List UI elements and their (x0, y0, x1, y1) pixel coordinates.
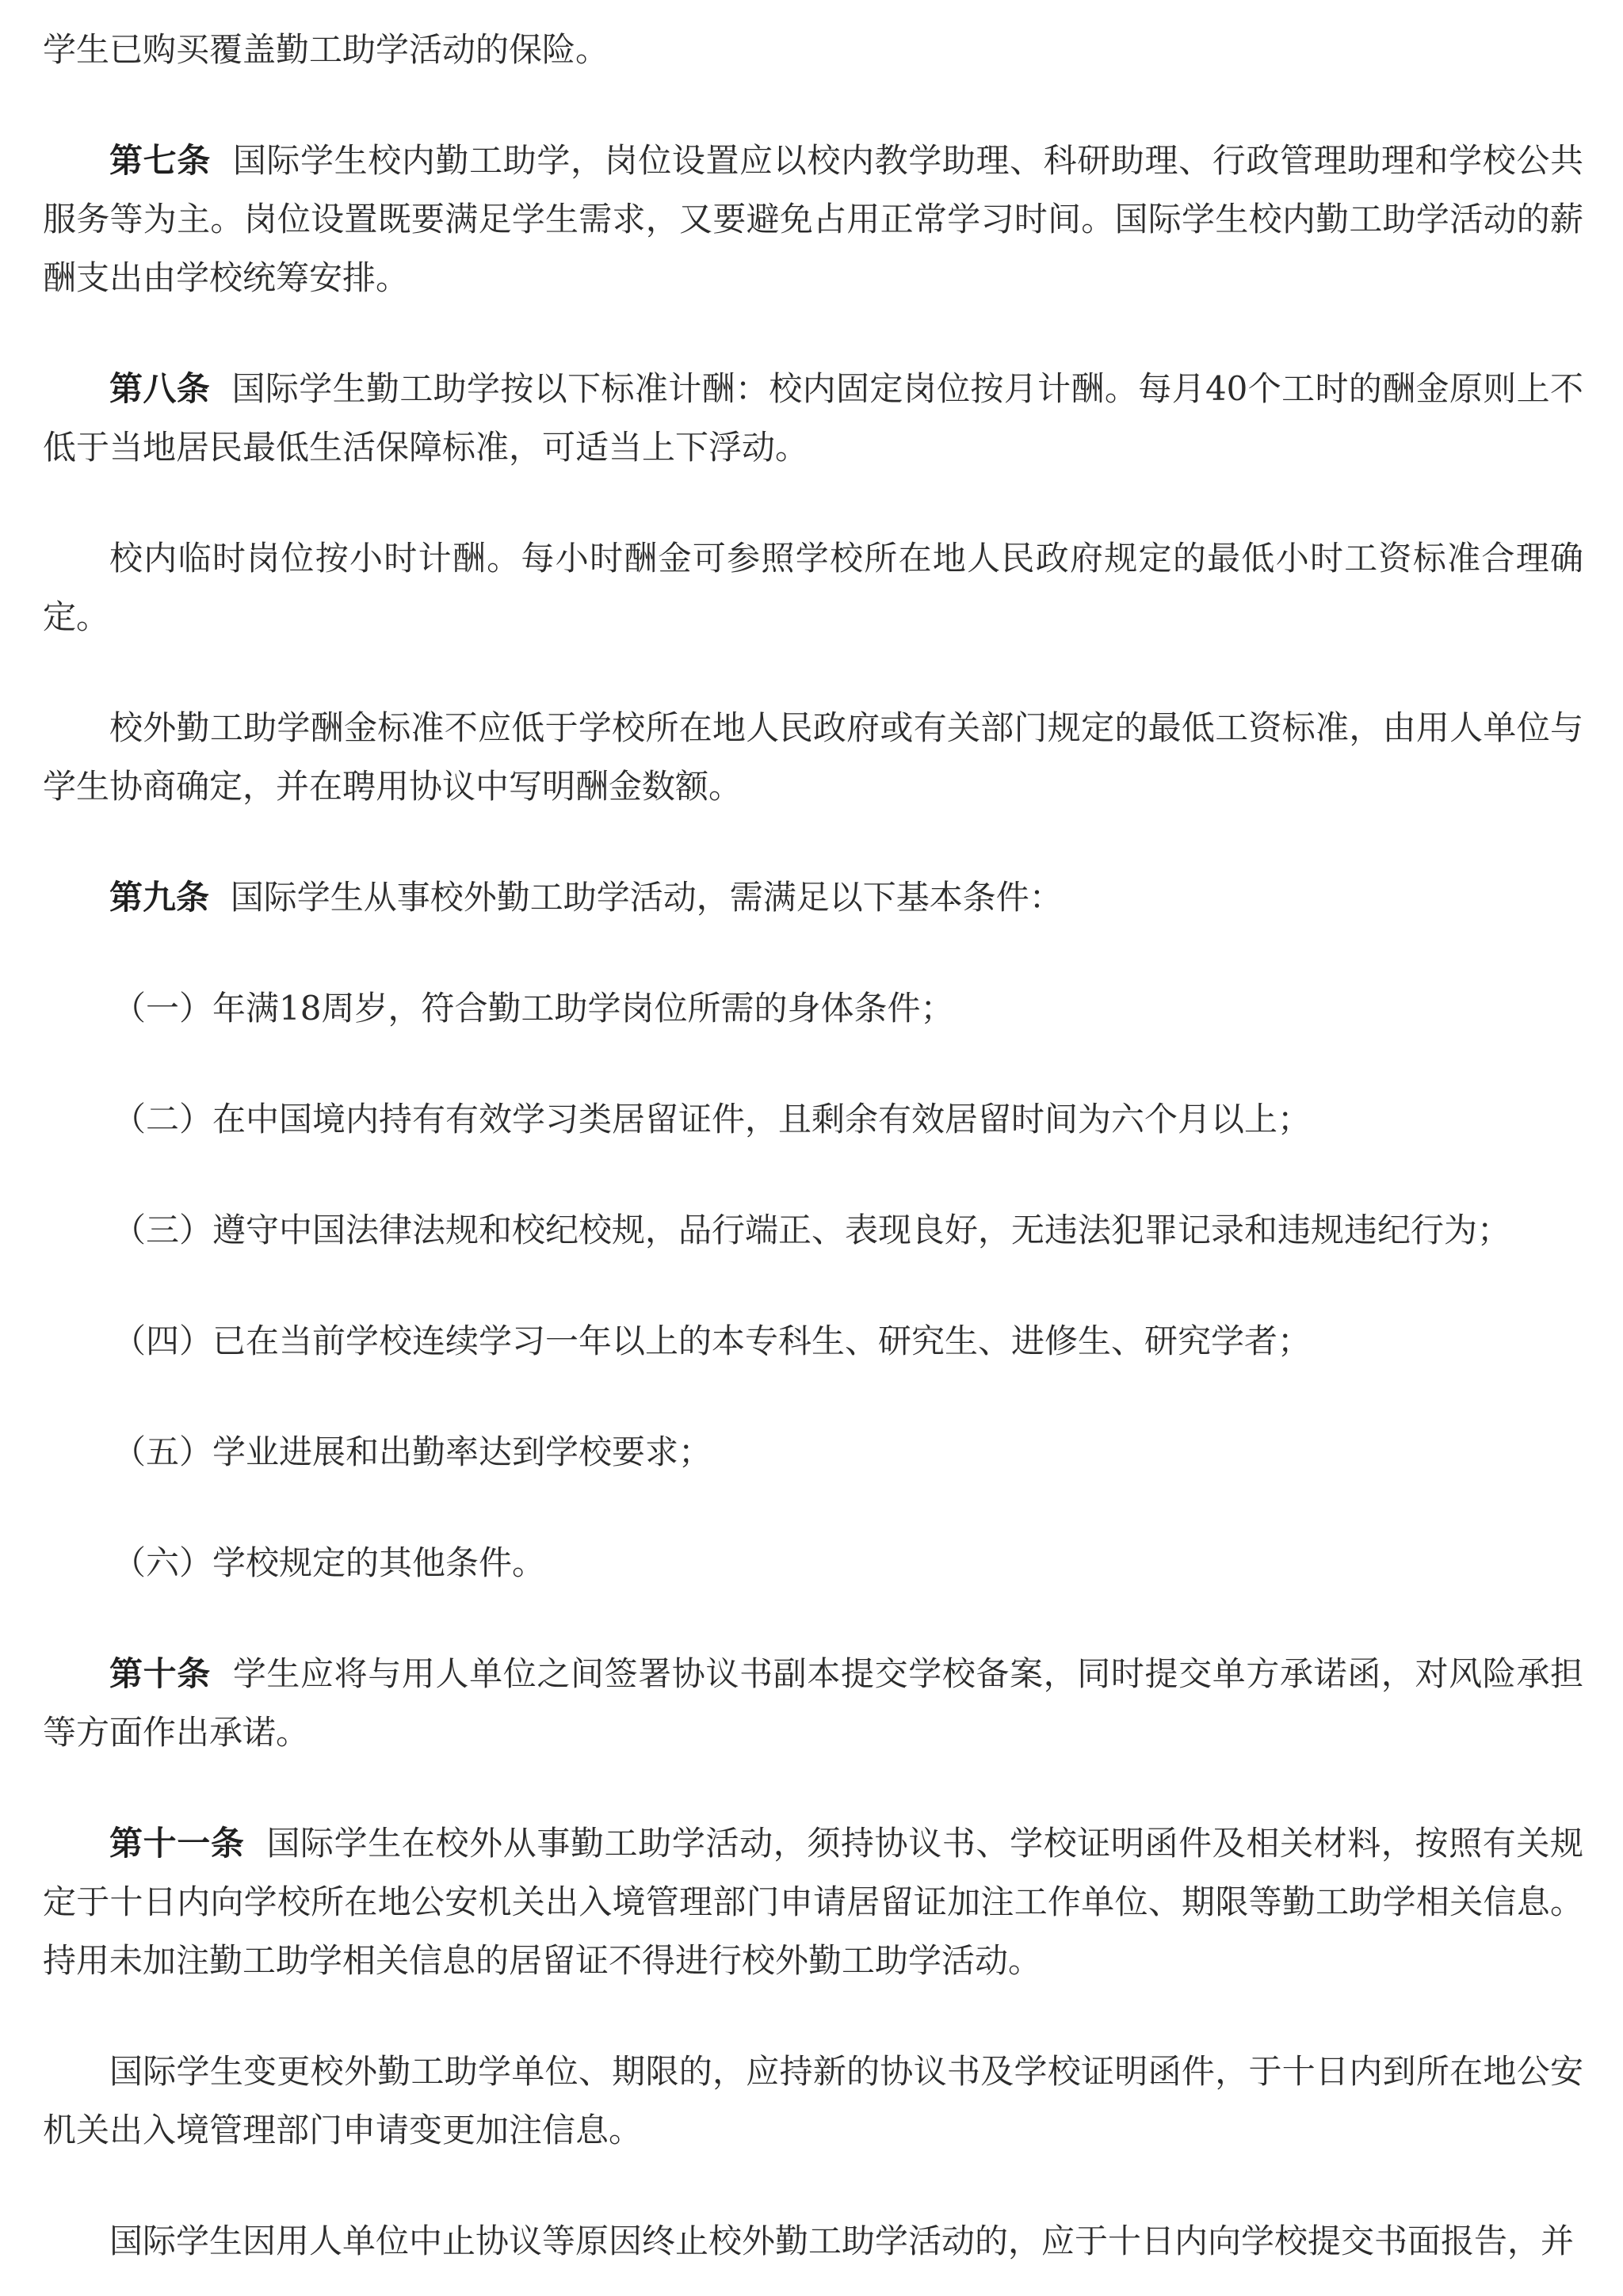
paragraph (43, 529, 1583, 646)
paragraph-text: 学生已购买覆盖勤工助学活动的保险。 (43, 30, 609, 69)
list-item-text: （一）年满18周岁，符合勤工助学岗位所需的身体条件； (113, 989, 954, 1028)
list-item (43, 1423, 1583, 1482)
paragraph-text: 国际学生从事校外勤工助学活动，需满足以下基本条件： (230, 878, 1063, 917)
paragraph-text: 校内临时岗位按小时计酬。每小时酬金可参照学校所在地人民政府规定的最低小时工资标准合理确定。 (43, 539, 1583, 636)
paragraph-truncated (43, 2212, 1583, 2271)
article-8-paragraph (43, 360, 1583, 477)
paragraph-text: 国际学生变更校外勤工助学单位、期限的，应持新的协议书及学校证明函件，于十日内到所在地公安机关出入境管理部门申请变更加注信息。 (43, 2052, 1583, 2149)
list-item (43, 979, 1583, 1038)
article-11-paragraph (43, 1814, 1583, 1990)
list-item-text: （三）遵守中国法律法规和校纪校规，品行端正、表现良好，无违法犯罪记录和违规违纪行为； (113, 1211, 1511, 1249)
paragraph-text: 国际学生因用人单位中止协议等原因终止校外勤工助学活动的，应于十日内向学校提交书面报告，并 (109, 2222, 1575, 2260)
list-item (43, 1534, 1583, 1592)
paragraph-text: 学生应将与用人单位之间签署协议书副本提交学校备案，同时提交单方承诺函，对风险承担等方面作出承诺。 (43, 1654, 1583, 1752)
list-item-text: （四）已在当前学校连续学习一年以上的本专科生、研究生、进修生、研究学者； (113, 1322, 1312, 1360)
article-10-paragraph (43, 1645, 1583, 1762)
list-item (43, 1090, 1583, 1149)
paragraph-text: 国际学生在校外从事勤工助学活动，须持协议书、学校证明函件及相关材料，按照有关规定于十日内向学校所在地公安机关出入境管理部门申请居留证加注工作单位、期限等勤工助学相关信息。持用未加注勤工助学相关信息的居留证不得进行校外勤工助学活动。 (43, 1824, 1583, 1980)
list-item-text: （六）学校规定的其他条件。 (113, 1543, 546, 1582)
list-item-text: （二）在中国境内持有有效学习类居留证件，且剩余有效居留时间为六个月以上； (113, 1100, 1312, 1138)
article-number: 第九条 (109, 878, 210, 917)
paragraph (43, 2042, 1583, 2160)
paragraph-text: 校外勤工助学酬金标准不应低于学校所在地人民政府或有关部门规定的最低工资标准，由用人单位与学生协商确定，并在聘用协议中写明酬金数额。 (43, 708, 1583, 806)
article-number: 第十一条 (109, 1824, 245, 1863)
article-9-paragraph (43, 868, 1583, 927)
paragraph (43, 699, 1583, 816)
article-7-paragraph (43, 132, 1583, 307)
article-number: 第七条 (109, 141, 211, 180)
list-item (43, 1312, 1583, 1371)
list-item (43, 1201, 1583, 1260)
paragraph-continuation (43, 21, 1583, 79)
article-number: 第八条 (109, 369, 211, 408)
article-number: 第十条 (109, 1654, 211, 1693)
list-item-text: （五）学业进展和出勤率达到学校要求； (113, 1432, 712, 1471)
paragraph-text: 国际学生勤工助学按以下标准计酬：校内固定岗位按月计酬。每月40个工时的酬金原则上不低于当地居民最低生活保障标准，可适当上下浮动。 (43, 369, 1583, 467)
paragraph-text: 国际学生校内勤工助学，岗位设置应以校内教学助理、科研助理、行政管理助理和学校公共服务等为主。岗位设置既要满足学生需求，又要避免占用正常学习时间。国际学生校内勤工助学活动的薪酬支出由学校统筹安排。 (43, 141, 1583, 297)
